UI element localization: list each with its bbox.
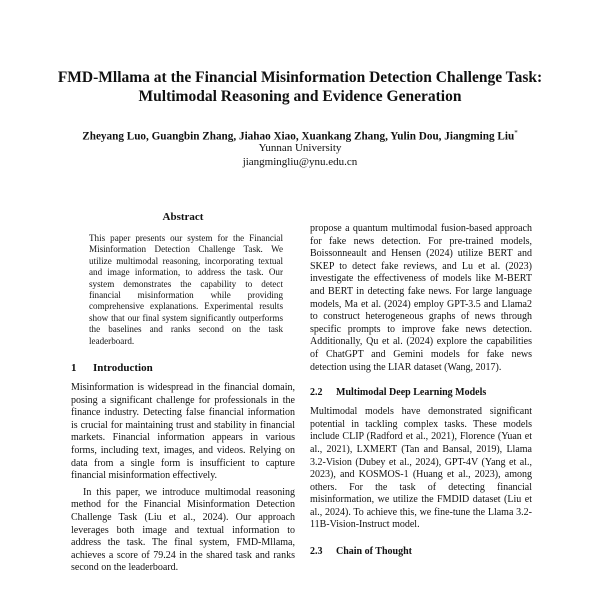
subsection-title: Chain of Thought: [336, 546, 412, 558]
right-column: [310, 223, 532, 558]
paper-title-line-1: FMD-Mllama at the Financial Misinformation Detection Challenge Task:: [57, 69, 543, 86]
introduction-paragraph-1: Misinformation is widespread in the financial domain, posing a significant challenge for professionals in the finance industry. Detecting false financial information is crucial for maintaining trust and stability in financial markets. Financial information appears in various forms, including text, images, and videos. Relying on data from a single form is insufficient to capture financial misinformation effectively.: [71, 382, 295, 482]
section-title: Introduction: [93, 362, 153, 375]
abstract-heading: Abstract: [162, 211, 204, 223]
subsection-number: 2.2: [310, 387, 323, 399]
abstract-text: This paper presents our system for the Financial Misinformation Detection Challenge Task. We utilize multimodal reasoning, incorporating textual and image information, to address the task. Our system demonstrates the capability to detect financial misinformation while providing comprehensive explanations. Experimental results show that our final system significantly outperforms the baselines and ranks second on the task leaderboard.: [89, 233, 283, 346]
paper-title-line-2: Multimodal Reasoning and Evidence Generation: [138, 88, 462, 105]
subsection-heading-chain-of-thought: [310, 545, 532, 558]
related-work-continuation: propose a quantum multimodal fusion-based approach for fake news detection. For pre-trained models, Boissonneault and Hensen (2024) utilize BERT and SKEP to detect fake reviews, and Lu et al. (2023) investigate the effectiveness of models like M-BERT and BERT in detecting fake news. For large language models, Ma et al. (2024) employ GPT-3.5 and Llama2 to construct heterogeneous graphs of news through specific prompts to improve fake news detection. Additionally, Qu et al. (2024) explore the capabilities of ChatGPT and Gemini models for fake news detection using the LIAR dataset (Wang, 2017).: [310, 223, 532, 373]
multimodal-paragraph: Multimodal models have demonstrated significant potential in tackling complex tasks. These models include CLIP (Radford et al., 2021), Florence (Yuan et al., 2021), LXMERT (Tan and Bansal, 2019), Llama 3.2-Vision (Dubey et al., 2024), GPT-4V (Yang et al., 2023), and KOSMOS-1 (Huang et al., 2023), among others. For the task of detecting financial misinformation, we utilize the FMDID dataset (Liu et al., 2024). To achieve this, we fine-tune the Llama 3.2-11B-Vision-Instruct model.: [310, 406, 532, 531]
affiliation: Yunnan University: [258, 142, 342, 154]
section-heading-introduction: [71, 361, 295, 375]
subsection-heading-multimodal: [310, 386, 532, 399]
contact-email: jiangmingliu@ynu.edu.cn: [242, 156, 358, 168]
corresponding-author-mark: *: [514, 129, 518, 137]
author-names: Zheyang Luo, Guangbin Zhang, Jiahao Xiao, Xuankang Zhang, Yulin Dou, Jiangming Liu: [82, 130, 515, 143]
section-number: 1: [71, 362, 77, 375]
introduction-paragraph-2: In this paper, we introduce multimodal reasoning method for the Financial Misinformation Detection Challenge Task (Liu et al., 2024). Our approach leverages both image and textual information to address the task. The final system, FMD-Mllama, achieves a score of 79.24 in the shared task and ranks second on the leaderboard.: [71, 486, 295, 574]
subsection-number: 2.3: [310, 546, 323, 558]
subsection-title: Multimodal Deep Learning Models: [336, 387, 487, 399]
paper-title: [40, 68, 560, 106]
left-column: [71, 210, 295, 575]
